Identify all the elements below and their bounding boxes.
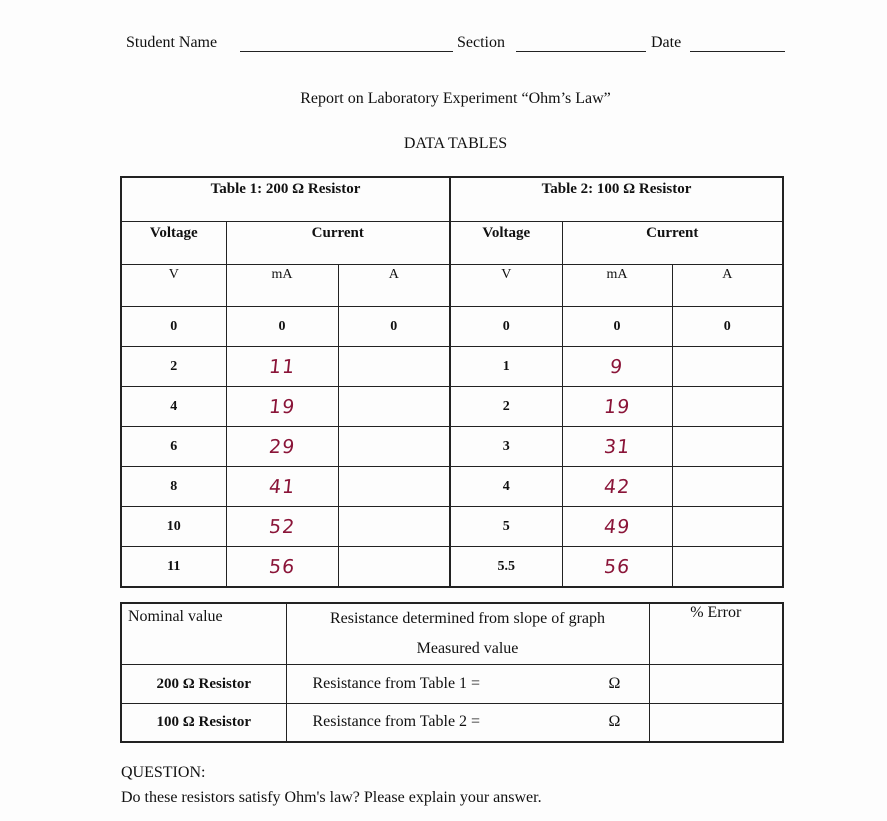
table1-ma-cell[interactable]: [226, 507, 338, 547]
table1-a-cell[interactable]: [338, 347, 450, 387]
section-label: Section: [457, 34, 505, 51]
table1-v-cell[interactable]: [121, 507, 226, 547]
table1-a-value: 0: [390, 318, 398, 334]
table1-title: Table 1: 200 Ω Resistor: [121, 177, 450, 222]
table1-ma-cell[interactable]: [226, 547, 338, 588]
table-row: [121, 307, 783, 347]
table1-current-header: Current: [226, 222, 450, 265]
question-heading: QUESTION:: [121, 764, 206, 781]
table2-v-cell[interactable]: [450, 387, 562, 427]
table1-unit-v: V: [121, 265, 226, 307]
error-100-cell[interactable]: [649, 704, 783, 742]
student-name-label: Student Name: [126, 34, 218, 51]
table1-v-value: 10: [166, 518, 181, 534]
nominal-100: 100 Ω Resistor: [121, 704, 286, 742]
table1-v-cell[interactable]: [121, 387, 226, 427]
table1-a-cell[interactable]: [338, 427, 450, 467]
table2-a-value: 0: [723, 318, 731, 334]
table2-ma-cell[interactable]: [562, 347, 672, 387]
table1-a-cell[interactable]: [338, 467, 450, 507]
table2-v-cell[interactable]: [450, 307, 562, 347]
table2-v-value: 5: [502, 518, 510, 534]
section-field[interactable]: [516, 51, 646, 52]
table2-v-value: 4: [502, 478, 510, 494]
table2-ma-value: 9: [609, 355, 625, 378]
table1-ma-value: 52: [267, 515, 297, 538]
table2-ma-value: 56: [602, 555, 632, 578]
table1-a-cell[interactable]: [338, 507, 450, 547]
table2-v-value: 0: [502, 318, 510, 334]
measured-100-label: Resistance from Table 2 =: [312, 713, 481, 731]
table1-ma-value: 0: [278, 318, 286, 334]
table2-a-cell[interactable]: [672, 307, 783, 347]
table1-ma-value: 56: [267, 555, 297, 578]
table1-ma-cell[interactable]: [226, 387, 338, 427]
measured-200-cell[interactable]: [286, 665, 649, 704]
table1-ma-value: 11: [267, 355, 297, 378]
table1-v-cell[interactable]: [121, 427, 226, 467]
nominal-header: Nominal value: [121, 603, 286, 665]
table1-v-value: 6: [170, 438, 178, 454]
table-row: [121, 467, 783, 507]
table2-a-cell[interactable]: [672, 547, 783, 588]
table2-ma-cell[interactable]: [562, 307, 672, 347]
table2-v-value: 1: [502, 358, 510, 374]
measured-100-cell[interactable]: [286, 704, 649, 742]
results-table: [120, 602, 784, 743]
data-tables-title: DATA TABLES: [403, 135, 508, 152]
measured-200-label: Resistance from Table 1 =: [312, 675, 481, 692]
table1-unit-ma: mA: [226, 265, 338, 307]
table-row: [121, 387, 783, 427]
table1-ma-cell[interactable]: [226, 467, 338, 507]
table1-voltage-header: Voltage: [121, 222, 226, 265]
table2-v-value: 2: [502, 398, 510, 414]
table2-a-cell[interactable]: [672, 467, 783, 507]
table2-a-cell[interactable]: [672, 507, 783, 547]
table1-ma-value: 41: [267, 475, 297, 498]
table1-v-value: 8: [170, 478, 178, 494]
table2-ma-cell[interactable]: [562, 547, 672, 588]
table1-ma-value: 19: [267, 395, 297, 418]
table2-title: Table 2: 100 Ω Resistor: [450, 177, 783, 222]
table-row: [121, 347, 783, 387]
table1-ma-cell[interactable]: [226, 307, 338, 347]
error-200-cell[interactable]: [649, 665, 783, 704]
table2-unit-ma: mA: [562, 265, 672, 307]
table2-v-cell[interactable]: [450, 427, 562, 467]
table2-v-value: 5.5: [497, 558, 516, 574]
table2-a-cell[interactable]: [672, 387, 783, 427]
measured-100-unit: Ω: [608, 713, 621, 731]
table1-ma-cell[interactable]: [226, 347, 338, 387]
report-title: Report on Laboratory Experiment “Ohm’s Law”: [300, 90, 611, 107]
table2-v-cell[interactable]: [450, 347, 562, 387]
table2-v-cell[interactable]: [450, 547, 562, 588]
question-text: Do these resistors satisfy Ohm's law? Please explain your answer.: [121, 789, 542, 806]
slope-header: [286, 603, 649, 665]
table2-a-cell[interactable]: [672, 347, 783, 387]
table1-unit-a: A: [338, 265, 450, 307]
date-field[interactable]: [690, 51, 785, 52]
table1-v-value: 11: [167, 558, 181, 574]
table-row: [121, 507, 783, 547]
nominal-200: 200 Ω Resistor: [121, 665, 286, 704]
student-name-field[interactable]: [240, 51, 453, 52]
table2-v-cell[interactable]: [450, 507, 562, 547]
table2-ma-value: 0: [613, 318, 621, 334]
table2-current-header: Current: [562, 222, 783, 265]
table2-ma-cell[interactable]: [562, 507, 672, 547]
table2-ma-value: 31: [602, 435, 632, 458]
table2-unit-v: V: [450, 265, 562, 307]
date-label: Date: [651, 34, 682, 51]
table2-unit-a: A: [672, 265, 783, 307]
table1-ma-cell[interactable]: [226, 427, 338, 467]
error-header: % Error: [649, 603, 783, 665]
table2-ma-cell[interactable]: [562, 387, 672, 427]
table1-v-cell[interactable]: [121, 547, 226, 588]
table2-v-value: 3: [502, 438, 510, 454]
table2-ma-value: 19: [602, 395, 632, 418]
table1-a-cell[interactable]: [338, 387, 450, 427]
table1-ma-value: 29: [267, 435, 297, 458]
table-row: [121, 427, 783, 467]
table-row: [121, 547, 783, 588]
table2-a-cell[interactable]: [672, 427, 783, 467]
table1-v-value: 2: [170, 358, 178, 374]
table2-ma-value: 49: [602, 515, 632, 538]
slope-header-line2: Measured value: [416, 640, 519, 657]
table1-v-cell[interactable]: [121, 347, 226, 387]
table2-v-cell[interactable]: [450, 467, 562, 507]
table2-ma-cell[interactable]: [562, 467, 672, 507]
measured-200-unit: Ω: [608, 675, 621, 692]
table2-voltage-header: Voltage: [450, 222, 562, 265]
table1-v-value: 0: [170, 318, 178, 334]
table1-a-cell[interactable]: [338, 547, 450, 588]
table1-v-value: 4: [170, 398, 178, 414]
table1-v-cell[interactable]: [121, 307, 226, 347]
table2-ma-cell[interactable]: [562, 427, 672, 467]
slope-header-line1: Resistance determined from slope of graph: [329, 610, 606, 627]
table1-v-cell[interactable]: [121, 467, 226, 507]
table1-a-cell[interactable]: [338, 307, 450, 347]
table2-ma-value: 42: [602, 475, 632, 498]
data-tables: [120, 176, 784, 588]
